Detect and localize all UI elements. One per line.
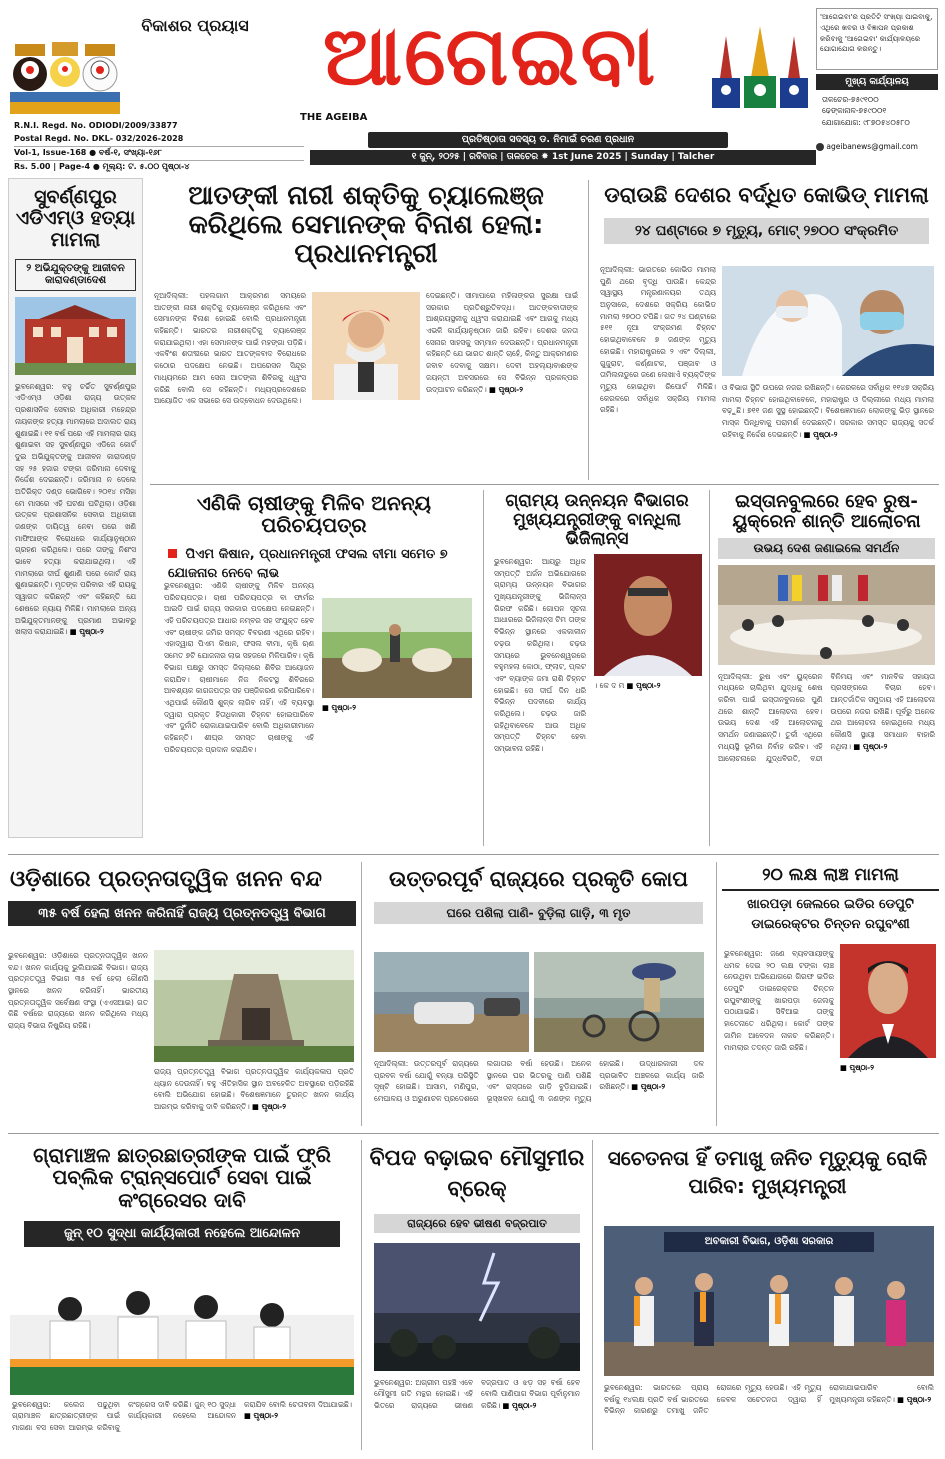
date-bar: ୧ ଜୁନ୍, ୨୦୨୫ | ରବିବାର | ତାଳଚେର ✸ 1st June 2025 | Sunday | Talcher (310, 150, 816, 165)
subheadline: ୨୪ ଘଣ୍ଟାରେ ୭ ମୃତ୍ୟୁ, ମୋଟ୍ ୨୭୦୦ ସଂକ୍ରମିତ (604, 218, 929, 245)
price-line: Rs. 5.00 | Page-4 ● ମୂଲ୍ୟ: ଟ. ୫.୦୦ ପୃଷ୍ଠା-୪ (14, 160, 304, 174)
tagline: ବିକାଶର ପ୍ରୟାସ (141, 16, 249, 35)
page-ref: ■ ପୃଷ୍ଠା-୨ (853, 741, 888, 751)
page-ref: ■ ପୃଷ୍ଠା-୨ (897, 1394, 932, 1404)
divider (361, 1140, 362, 1450)
headline: ଉତ୍ତରପୂର୍ବ ରାଜ୍ୟରେ ପ୍ରକୃତି କୋପ (389, 867, 688, 891)
logo-sub: THE AGEIBA (300, 112, 368, 123)
story-body-left (154, 290, 306, 476)
body-text: ଦେଇଛନ୍ତି। ସୀମାପାରେ ମହିଳାଙ୍କର ସୁରକ୍ଷା ପାଇଁ ସରକାର ପ୍ରତିଶ୍ରୁତିବଦ୍ଧ। ଆତଙ୍କବାଦୀଙ୍କ ଆଶ୍ରୟସ୍ଥଳୀକୁ ଧ୍ୱଂସ କରାଯାଇଛି ଏବଂ ଆଗକୁ ମଧ୍ୟ ଏଭଳି କାର୍ଯ୍ୟାନୁଷ୍ଠାନ ଜାରି ରହିବ। ଦେଶର ଜନତା ସେନାର ସାହସକୁ ସମ୍ମାନ ଦେଉଛନ୍ତି। ପ୍ରଧାନମନ୍ତ୍ରୀ କହିଛନ୍ତି ଯେ ଭାରତ ଶାନ୍ତି ଚାହେଁ, କିନ୍ତୁ ଆକ୍ରମଣର ଜବାବ ଦେବାକୁ ସକ୍ଷମ। ଦେବୀ ଅହଲ୍ୟାବାଈଙ୍କ ଜୟନ୍ତୀ ଅବସରରେ ସେ ବିଭିନ୍ନ ପ୍ରକଳ୍ପର ଉଦ୍‌ଘାଟନ କରିଛନ୍ତି। (426, 291, 578, 394)
subheadline: ୨ ଅଭିଯୁକ୍ତଙ୍କୁ ଆଜୀବନ କାରାଦଣ୍ଡାଦେଶ (15, 259, 136, 291)
body-text: ନୂଆଦିଲ୍ଲୀ: ପହଲଗାମ ଆକ୍ରମଣ ସମୟରେ ଆତଙ୍କୀ ନାରୀ ଶକ୍ତିକୁ ଚ୍ୟାଲେଞ୍ଜ କରିଥିଲେ ଏବଂ ସେମାନଙ୍କ ବିନାଶ ହୋଇଛି ବୋଲି ପ୍ରଧାନମନ୍ତ୍ରୀ କହିଛନ୍ତି। ଭାରତର ନାରୀଶକ୍ତିକୁ ଚ୍ୟାଲେଞ୍ଜ କରାଯାଇଥିଲା। ଏହା ସେମାନଙ୍କ ପାଇଁ ମହଙ୍ଗା ପଡ଼ିଛି। ଏକବିଂଶ ଶତାବ୍ଦୀରେ ଭାରତ ଆତଙ୍କବାଦ ବିରୋଧରେ କଠୋର ପଦକ୍ଷେପ ନେଇଛି। ଅପରେସନ ସିନ୍ଦୂର ମାଧ୍ୟମରେ ଆମ ସେନା ଆତଙ୍କୀ ଶିବିରକୁ ଧ୍ୱଂସ କରିଛି ବୋଲି ସେ କହିଛନ୍ତି। ମଧ୍ୟପ୍ରଦେଶରେ ଆୟୋଜିତ ଏକ ସଭାରେ ସେ ଉଦ୍ବୋଧନ ଦେଉଥିଲେ। (154, 291, 306, 406)
story-body-2 (594, 680, 702, 846)
body-text: ଭୁବନେଶ୍ୱର: ଅଗ୍ରୀମ ପହଞ୍ଚି ଏବେ ମୌସୁମୀ ଗତି ମନ୍ଥର ହୋଇଛି। ଏହି ଭିତରେ ରାଜ୍ୟରେ ଭୀଷଣ ବଜ୍ରପାତ ଓ ଝଡ଼ ସହ ବର୍ଷା ହେବ ବୋଲି ପାଣିପାଗ ବିଭାଗ ପୂର୍ବାନୁମାନ କରିଛି। (374, 1377, 580, 1411)
body-text: ନୂଆଦିଲ୍ଲୀ: ଉତ୍ତରପୂର୍ବ ରାଜ୍ୟରେ ପ୍ରବଳ ବର୍ଷା ଯୋଗୁଁ ବନ୍ୟା ପରିସ୍ଥିତି ସୃଷ୍ଟି ହୋଇଛି। ଆସାମ, ମଣିପୁର, ମେଘାଳୟ ଓ ଅରୁଣାଚଳ ପ୍ରଦେଶରେ ଲଗାତାର ବର୍ଷା ହେଉଛି। ଅନେକ ସ୍ଥାନରେ ଘର ଭିତରକୁ ପାଣି ପଶିଛି ଏବଂ ରାସ୍ତାରେ ଗାଡ଼ି ବୁଡ଼ିଯାଇଛି। ଭୂସ୍ଖଳନ ଯୋଗୁଁ ୩ ଜଣଙ୍କ ମୃତ୍ୟୁ ହୋଇଛି। ଉଦ୍ଧାରକାରୀ ଦଳ ପ୍ରଭାବିତ ଅଞ୍ଚଳରେ କାର୍ଯ୍ୟ ଜାରି ରଖିଛନ୍ତି। (374, 1059, 704, 1104)
story-suvarnapur-murder (8, 178, 143, 838)
story-body (494, 556, 586, 846)
story-body-right (426, 290, 578, 476)
officials-on-stage (604, 1256, 934, 1376)
phone-dhenkanal: ଢେଙ୍କାନାଳ-୭୫୯୦୦୧ (822, 106, 887, 116)
byline: । କେ ଦ ମ (594, 681, 625, 690)
peace-talks-photo (718, 565, 935, 665)
mail-icon (816, 143, 824, 151)
body-text: ଭୁବନେଶ୍ୱର: ବହୁ ଚର୍ଚ୍ଚିତ ସୁବର୍ଣ୍ଣପୁର ଏଡିଏମ୍‌ଓ ଓଡ଼ିଶା ରାଜ୍ୟ ଉତ୍କଳ ପ୍ରଶାସନିକ ସେବାର ଅଧିକାରୀ ମହେନ୍ଦ୍ର ନାୟକଙ୍କ ହତ୍ୟା ମାମଲାରେ ଅଦାଲତ ରାୟ ଶୁଣାଇଛି। ୧୧ ବର୍ଷ ପରେ ଏହି ମାମଲାର ରାୟ ଶୁଣାଇବା ସହ ସୁବର୍ଣ୍ଣପୁର ଏଡିଜେ କୋର୍ଟ ଦୁଇ ଅଭିଯୁକ୍ତଙ୍କୁ ଆଜୀବନ କାରାଦଣ୍ଡ ସହ ୨୫ ହଜାର ଟଙ୍କା ଜରିମାନା ଦେବାକୁ ନିର୍ଦ୍ଦେଶ ଦେଇଛନ୍ତି। ଜରିମାନା ନ ଦେଲେ ଅତିରିକ୍ତ ଦଣ୍ଡ ଭୋଗିବେ। ୨୦୧୪ ମସିହା ମେ ମାସରେ ଏହି ଘଟଣା ଘଟିଥିଲା। ଓଡ଼ିଶା ଉତ୍କଳ ପ୍ରଶାସନିକ ସେବାର ଅଧିକାରୀ ଜଣଙ୍କ ଦାୟିତ୍ୱ ନେବା ପରେ ଖଣି ମାଫିଆଙ୍କ ବିରୋଧରେ କାର୍ଯ୍ୟାନୁଷ୍ଠାନ ଗ୍ରହଣ କରିଥିଲେ। ପରେ ତାଙ୍କୁ ନିଶଂସ ଭାବେ ହତ୍ୟା କରାଯାଇଥିଲା। ଏହି ମାମଲାରେ ଦୀର୍ଘ ଶୁଣାଣି ପରେ କୋର୍ଟ ରାୟ ଶୁଣାଇଛନ୍ତି। ମୃତଙ୍କ ପରିବାର ଏହି ରାୟକୁ ସ୍ୱାଗତ କରିଛନ୍ତି ଏବଂ କହିଛନ୍ତି ଯେ ଶେଷରେ ନ୍ୟାୟ ମିଳିଛି। ମାମଲାରେ ଅନ୍ୟ ଅଭିଯୁକ୍ତମାନଙ୍କୁ ପ୍ରମାଣ ଅଭାବରୁ ଖଲାସ କରାଯାଇଛି। (15, 381, 136, 637)
headline: ଓଡ଼ିଶାରେ ପ୍ରତ୍ନତାତ୍ତ୍ୱିକ ଖନନ ବନ୍ଦ (10, 867, 322, 892)
page-ref: ■ ପୃଷ୍ଠା-୨ (69, 627, 104, 637)
story-tobacco-awareness (596, 1138, 939, 1454)
promo-box (816, 8, 938, 70)
email-line (816, 142, 938, 151)
story-body (366, 1377, 588, 1447)
headline: ଇସ୍ତାନବୁଲରେ ହେବ ରୁଷ-ୟୁକ୍ରେନ ଶାନ୍ତି ଆଲୋଚନା (732, 491, 921, 533)
story-body-2 (322, 702, 472, 846)
bullet-icon (168, 549, 177, 558)
rni-number: R.N.I. Regd. No. ODIODI/2009/33877 (14, 121, 178, 130)
page-ref: ■ ପୃଷ୍ଠା-୨ (626, 681, 661, 690)
chintan-raghuvanshi-photo (840, 944, 936, 1058)
divider (483, 490, 484, 846)
rath-image-right (708, 18, 812, 118)
press-meet-photo (10, 1255, 354, 1395)
subheadline: ଜୁନ୍ ୧୦ ସୁଦ୍ଧା କାର୍ଯ୍ୟକାରୀ ନହେଲେ ଆନ୍ଦୋଳନ (24, 1221, 340, 1247)
divider (709, 490, 710, 846)
body-text: ଭୁବନେଶ୍ୱର: ଜଣେ ବ୍ୟବସାୟୀଙ୍କୁ ଧମକ ଦେଇ ୨୦ ଲକ୍ଷ ଟଙ୍କା ଲାଞ୍ଚ ନେଉଥିବା ଅଭିଯୋଗରେ ଗିରଫ ଇଡିର ଡେପୁଟି ଡାଇରେକ୍ଟର ଚିନ୍ତନ ରଘୁବଂଶୀଙ୍କୁ ଖାରପଡ଼ା ଜେଲକୁ ପଠାଯାଇଛି। ସିବିଆଇ ତାଙ୍କୁ ହାତେନାତେ ଧରିଥିଲା। କୋର୍ଟ ତାଙ୍କ ଜାମିନ ଆବେଦନ ନାକଚ କରିଛନ୍ତି। ମାମଲାର ତଦନ୍ତ ଜାରି ରହିଛି। (724, 949, 834, 1052)
body-text: ଭୁବନେଶ୍ୱର: ଏଣିକି ଚାଷୀଙ୍କୁ ମିଳିବ ଅନନ୍ୟ ପରିଚୟପତ୍ର। ଚାଷୀ ପରିଚୟପତ୍ର ବା ଫାର୍ମର ଆଇଡି ପାଇଁ ରାଜ୍ୟ ସରକାର ପଦକ୍ଷେପ ନେଇଛନ୍ତି। ଏହି ପରିଚୟପତ୍ର ଆଧାର ନମ୍ବର ସହ ସଂଯୁକ୍ତ ହେବ ଏବଂ ଚାଷୀଙ୍କ ଜମିର ସମସ୍ତ ବିବରଣୀ ଏଥିରେ ରହିବ। ଏହାଦ୍ୱାରା ପିଏମ କିଷାନ, ଫସଲ ବୀମା, କୃଷି ଋଣ ସମେତ ୭ଟି ଯୋଜନାର ଲାଭ ସହଜରେ ମିଳିପାରିବ। କୃଷି ବିଭାଗ ପକ୍ଷରୁ ସମସ୍ତ ଜିଲ୍ଲାରେ ଶିବିର ଆୟୋଜନ କରାଯିବ। ଚାଷୀମାନେ ନିଜ ନିକଟସ୍ଥ ଶିବିରରେ ଆବଶ୍ୟକ କାଗଜପତ୍ର ସହ ପଞ୍ଜିକରଣ କରିପାରିବେ। ଏଥିପାଇଁ କୌଣସି ଶୁଳ୍କ ଲାଗିବ ନାହିଁ। ଏହି ବ୍ୟବସ୍ଥା ଦ୍ୱାରା ପ୍ରକୃତ ହିତାଧିକାରୀ ଚିହ୍ନଟ ହୋଇପାରିବେ ଏବଂ ଦୁର୍ନୀତି ରୋକାଯାଇପାରିବ ବୋଲି ଅଧିକାରୀମାନେ କହିଛନ୍ତି। ଶୀଘ୍ର ସମସ୍ତ ଚାଷୀଙ୍କୁ ଏହି ପରିଚୟପତ୍ର ପ୍ରଦାନ କରାଯିବ। (164, 581, 314, 754)
divider (592, 1140, 593, 1450)
ruined-temple-photo (154, 950, 354, 1062)
divider (150, 484, 939, 485)
story-body-left (600, 264, 716, 476)
story-body (374, 1058, 704, 1126)
story-covid-cases (594, 178, 939, 480)
headline: ଗ୍ରାମ୍ୟ ଉନ୍ନୟନ ବିଭାଗର ମୁଖ୍ୟଯନ୍ତ୍ରୀଙ୍କୁ ବାନ୍ଧିଲା ଭିଜିଲାନ୍ସ (505, 491, 689, 550)
pm-speech-photo (312, 292, 420, 400)
page-ref: ■ ପୃଷ୍ଠା-୨ (322, 703, 356, 712)
divider (361, 862, 362, 1126)
headline: ଏଣିକି ଚାଷୀଙ୍କୁ ମିଳିବ ଅନନ୍ୟ ପରିଚୟପତ୍ର (196, 491, 432, 538)
phone-list (822, 94, 938, 128)
reg-info (14, 120, 304, 174)
story-congress-transport (8, 1138, 356, 1454)
headline: ଆତଙ୍କୀ ନାରୀ ଶକ୍ତିକୁ ଚ୍ୟାଲେଞ୍ଜ କରିଥିଲେ ସେମାନଙ୍କ ବିନାଶ ହେଲା: ପ୍ରଧାନମନ୍ତ୍ରୀ (188, 181, 544, 270)
divider (588, 180, 589, 480)
story-pm-nari-shakti (150, 178, 582, 480)
story-body (8, 1399, 356, 1459)
story-archaeology-excavation (8, 860, 356, 1130)
divider (8, 1133, 939, 1134)
story-body (604, 1382, 934, 1450)
subheadline: ଘରେ ପଶିଲା ପାଣି- ବୁଡ଼ିଲା ଗାଡ଼ି, ୩ ମୃତ (374, 902, 703, 924)
story-body (9, 381, 142, 861)
masthead-logo (270, 4, 710, 124)
story-farmer-id (150, 488, 478, 850)
headline: ସୁବର୍ଣ୍ଣପୁର ଏଡିଏମ୍‌ଓ ହତ୍ୟା ମାମଲା (15, 186, 136, 251)
page-ref: ■ ପୃଷ୍ଠା-୨ (489, 384, 523, 394)
covid-test-photo (722, 266, 934, 376)
rickshaw-flood-photo (534, 952, 704, 1052)
body-text: ଓ ବିଭାଗ ସ୍ଥିତି ଉପରେ ନଜର ରଖିଛନ୍ତି। କେରଳରେ ସର୍ବାଧିକ ୧୧୪୭ ସକ୍ରିୟ ମାମଲା ଚିହ୍ନଟ ହୋଇଥିବାବେଳେ, ମହାରାଷ୍ଟ୍ର ଓ ଦିଲ୍ଲୀରେ ମଧ୍ୟ ମାମଲା ବଢ଼ୁଛି। ୭୧୧ ଜଣ ସୁସ୍ଥ ହୋଇଛନ୍ତି। ବିଶେଷଜ୍ଞମାନେ ଲୋକଙ୍କୁ ଭିଡ଼ ସ୍ଥାନରେ ମାସ୍କ ପିନ୍ଧିବାକୁ ପରାମର୍ଶ ଦେଇଛନ୍ତି। ସରକାର ସମସ୍ତ ରାଜ୍ୟକୁ ସତର୍କ ରହିବାକୁ ନିର୍ଦ୍ଦେଶ ଦେଇଛନ୍ତି। (722, 383, 934, 439)
postal-number: Postal Regd. No. DKL- 032/2026-2028 (14, 133, 184, 143)
lightning-sky-photo (374, 1243, 580, 1371)
court-building-photo (15, 297, 136, 375)
page-ref: ■ ପୃଷ୍ଠା-୨ (502, 1401, 537, 1411)
headline: ୨୦ ଲକ୍ଷ ଲାଞ୍ଚ ମାମଲା (762, 865, 899, 885)
story-russia-ukraine-talks (714, 488, 939, 850)
story-body-2 (840, 1062, 936, 1126)
body-text: ଭୁବନେଶ୍ୱର: ଓଡ଼ିଶାରେ ପ୍ରତ୍ନତାତ୍ତ୍ୱିକ ଖନନ ବନ୍ଦ। ଖନନ କାର୍ଯ୍ୟକୁ ଭୁଲିଯାଇଛି ବିଭାଗ। ରାଜ୍ୟ ପ୍ରତ୍ନତତ୍ତ୍ୱ ବିଭାଗ ୩୫ ବର୍ଷ ହେଲା କୌଣସି ସ୍ଥାନରେ ଖନନ କରିନାହିଁ। ଭାରତୀୟ ପ୍ରତ୍ନତାତ୍ତ୍ୱିକ ସର୍ବେକ୍ଷଣ ସଂସ୍ଥା (ଏଏସଆଇ) ଗତ କିଛି ବର୍ଷରେ ରାଜ୍ୟରେ ଖନନ କରିଥିଲେ ମଧ୍ୟ ରାଜ୍ୟ ବିଭାଗ ନିଷ୍କ୍ରିୟ ରହିଛି। (8, 951, 148, 1031)
story-body-right (722, 382, 934, 476)
farmer-ploughing-photo (322, 598, 472, 698)
page-ref: ■ ପୃଷ୍ଠା-୨ (803, 429, 838, 439)
story-body-right (154, 1066, 354, 1126)
story-body (714, 671, 939, 839)
headline: ଡରାଉଛି ଦେଶର ବର୍ଦ୍ଧିତ କୋଭିଡ୍ ମାମଲା (604, 183, 929, 207)
phone-talcher: ତାଳଚେର-୭୫୯୧୦୦ (822, 95, 879, 104)
phone-contact: ଯୋଗାଯୋଗ: ୯୮୭୦୫୪୦୫୮୦ (822, 117, 910, 127)
story-northeast-floods (366, 860, 711, 1130)
story-monsoon-break (366, 1138, 588, 1454)
logo-text: ଆଗେଇବା (322, 9, 658, 104)
story-body (164, 580, 314, 846)
headline: ଗ୍ରାମାଞ୍ଚଳ ଛାତ୍ରଛାତ୍ରୀଙ୍କ ପାଇଁ ଫ୍ରି ପବ୍ଲିକ ଟ୍ରାନ୍ସପୋର୍ଟ ସେବା ପାଇଁ କଂଗ୍ରେସର ଦାବି (33, 1143, 331, 1212)
headline: ବିପଦ ବଢ଼ାଇବ ମୌସୁମୀର ବ୍ରେକ୍ (369, 1146, 585, 1202)
subheadline: ରାଜ୍ୟରେ ହେବ ଭୀଷଣ ବଜ୍ରପାତ (374, 1214, 580, 1233)
body-text: ଭୁବନେଶ୍ୱର: ଆୟରୁ ଅଧିକ ସମ୍ପତ୍ତି ଅର୍ଜନ ଅଭିଯୋଗରେ ଗ୍ରାମ୍ୟ ଉନ୍ନୟନ ବିଭାଗର ମୁଖ୍ୟଯନ୍ତ୍ରୀଙ୍କୁ ଭିଜିଲାନ୍ସ ଗିରଫ କରିଛି। ଗୋପନ ସୂଚନା ଆଧାରରେ ଭିଜିଲାନ୍ସ ଟିମ ତାଙ୍କ ବିଭିନ୍ନ ସ୍ଥାନରେ ଏକକାଳୀନ ଚଢ଼ଉ କରିଥିଲା। ଚଢ଼ଉ ସମୟରେ ଭୁବନେଶ୍ୱରରେ ବହୁମହଲା କୋଠା, ଫ୍ଲାଟ, ପ୍ଲଟ ଏବଂ ବ୍ୟାଙ୍କ ଜମା ରାଶି ଚିହ୍ନଟ ହୋଇଛି। ସେ ଦୀର୍ଘ ଦିନ ଧରି ବିଭିନ୍ନ ପଦବୀରେ କାର୍ଯ୍ୟ କରିଥିଲେ। ଚଢ଼ଉ ଜାରି ରହିଥିବାବେଳେ ଆଉ ଅଧିକ ସମ୍ପତ୍ତି ଚିହ୍ନଟ ହେବା ସମ୍ଭାବନା ରହିଛି। (494, 557, 586, 753)
page-ref: ■ ପୃଷ୍ଠା-୨ (840, 1063, 874, 1072)
divider (716, 862, 717, 1126)
page-ref: ■ ପୃଷ୍ଠା-୨ (244, 1411, 278, 1421)
page-ref: ■ ପୃଷ୍ଠା-୨ (252, 1102, 286, 1112)
engineer-portrait-photo (594, 554, 702, 676)
story-ed-bribe-case (722, 860, 939, 1130)
body-text: ନୂଆଦିଲ୍ଲୀ: ଭାରତରେ କୋଭିଡ ମାମଲା ପୁଣି ଥରେ ବୃଦ୍ଧି ପାଉଛି। କେନ୍ଦ୍ର ସ୍ୱାସ୍ଥ୍ୟ ମନ୍ତ୍ରଣାଳୟର ତଥ୍ୟ ଅନୁସାରେ, ଦେଶରେ ସକ୍ରିୟ କୋଭିଡ ମାମଲା ୨୭୦୦ ଟପିଛି। ଗତ ୨୪ ଘଣ୍ଟାରେ ୫୧୧ ନୂଆ ସଂକ୍ରମଣ ଚିହ୍ନଟ ହୋଇଥିବାବେଳେ ୭ ଜଣଙ୍କ ମୃତ୍ୟୁ ହୋଇଛି। ମହାରାଷ୍ଟ୍ରରେ ୨ ଏବଂ ଦିଲ୍ଲୀ, ଗୁଜୁରାଟ, କର୍ଣ୍ଣାଟକ, ପଞ୍ଜାବ ଓ ତାମିଲନାଡୁରେ ଜଣେ ଲେଖାଏଁ ବ୍ୟକ୍ତିଙ୍କ ମୃତ୍ୟୁ ହୋଇଥିବା ରିପୋର୍ଟ ମିଳିଛି। କେରଳରେ ସର୍ବାଧିକ ସକ୍ରିୟ ମାମଲା ରହିଛି। (600, 265, 716, 415)
masthead (0, 0, 945, 171)
email-text: ageibanews@gmail.com (826, 142, 918, 151)
event-photo (604, 1226, 934, 1376)
story-body (724, 948, 834, 1126)
photo-banner: ଅବକାରୀ ବିଭାଗ, ଓଡ଼ିଶା ସରକାର (664, 1232, 874, 1252)
flooded-street-photo (374, 952, 529, 1052)
founder-line: ପ୍ରତିଷ୍ଠାତା ସଦସ୍ୟ ଡ. ନିମାଇଁ ଚରଣ ପ୍ରଧାନ (368, 132, 728, 148)
promo-text: 'ଆଗେଇବା'ର ପ୍ରତିଟି ସଂଖ୍ୟା ପାଇବାକୁ, ଏଥିରେ ଖବର ଓ ବିଜ୍ଞାପନ ପ୍ରକାଶ କରିବାକୁ 'ଆଗେଇବା' କାର୍ଯ୍ୟାଳୟରେ ଯୋଗାଯୋଗ କରନ୍ତୁ। (820, 12, 933, 54)
body-text: ଭୁବନେଶ୍ୱର: କଲେଜ ପଢୁଥିବା ଗ୍ରାମାଞ୍ଚଳ ଛାତ୍ରଛାତ୍ରୀଙ୍କ ପାଇଁ ମାଗଣା ବସ ସେବା ଆରମ୍ଭ କରିବାକୁ କଂଗ୍ରେସ ଦାବି କରିଛି। ଜୁନ୍ ୧୦ ସୁଦ୍ଧା କାର୍ଯ୍ୟକାରୀ ନହେଲେ ଆନ୍ଦୋଳନ କରାଯିବ ବୋଲି ଚେତାବନୀ ଦିଆଯାଇଛି। (12, 1399, 352, 1433)
subheadline: ଉଭୟ ଦେଶ ଜଣାଇଲେ ସମର୍ଥନ (718, 538, 935, 558)
subheadline: ୩୫ ବର୍ଷ ହେଲା ଖନନ କରିନାହିଁ ରାଜ୍ୟ ପ୍ରତ୍ନତତ୍ତ୍ୱ ବିଭାଗ (8, 901, 356, 927)
page-ref: ■ ପୃଷ୍ଠା-୨ (631, 1082, 666, 1092)
body-text: ଭୁବନେଶ୍ୱର: ଭାରତରେ ପ୍ରାୟ ବର୍ଷକୁ ୧୪ଲକ୍ଷ ପ୍ରତି ବର୍ଷ ଭାରତରେ ବିଭିନ୍ନ କାରଣରୁ ତମାଖୁ ଜନିତ ରୋଗରେ ମୃତ୍ୟୁ ହେଉଛି। ଏହି ମୃତ୍ୟୁ କେବଳ ସଚେତନତା ଦ୍ୱାରା ହିଁ ରୋକାଯାଇପାରିବ ବୋଲି ମୁଖ୍ୟମନ୍ତ୍ରୀ କହିଛନ୍ତି। (604, 1383, 934, 1416)
issue-line: Vol-1, Issue-168 ● ବର୍ଷ-୧, ସଂଖ୍ୟା-୧୬୮ (14, 146, 304, 160)
subheadline: ଖାରପଡ଼ା ଜେଲରେ ଇଡିର ଡେପୁଟି ଡାଇରେକ୍ଟର ଚିନ୍ତନ ରଘୁବଂଶୀ (722, 889, 939, 938)
jagannath-trinity-image-left (10, 22, 120, 114)
subheadline-text: ପିଏମ କିଷାନ, ପ୍ରଧାନମନ୍ତ୍ରୀ ଫସଲ ବୀମା ସମେତ ୭ ଯୋଜନାର ନେବେ ଲାଭ (168, 546, 448, 582)
headline: ସଚେତନତା ହିଁ ତମାଖୁ ଜନିତ ମୃତ୍ୟୁକୁ ରୋକି ପାରିବ: ମୁଖ୍ୟମନ୍ତ୍ରୀ (607, 1146, 928, 1198)
body-text: ନୂଆଦିଲ୍ଲୀ: ରୁଷ ଏବଂ ୟୁକ୍ରେନ ମଧ୍ୟରେ ଚାଲିଥିବା ଯୁଦ୍ଧକୁ ଶେଷ କରିବା ପାଇଁ ଇସ୍ତାନବୁଲରେ ପୁଣି ଥରେ ଶାନ୍ତି ଆଲୋଚନା ହେବ। ଉଭୟ ଦେଶ ଏହି ଆଲୋଚନାକୁ ସମର୍ଥନ ଜଣାଇଛନ୍ତି। ତୁର୍କୀ ଏଥିରେ ମଧ୍ୟସ୍ଥି ଭୂମିକା ନିର୍ବାହ କରିବ। ଏହି ଆଲୋଚନାରେ ଯୁଦ୍ଧବିରତି, ବନ୍ଦୀ ବିନିମୟ ଏବଂ ମାନବିକ ସହାୟତା ପ୍ରସଙ୍ଗରେ ବିଚାର ହେବ। ଆନ୍ତର୍ଜାତିକ ସମୁଦାୟ ଏହି ଆଲୋଚନା ଉପରେ ନଜର ରଖିଛି। ପୂର୍ବରୁ ଅନେକ ଥର ଆଲୋଚନା ହୋଇଥିଲେ ମଧ୍ୟ କୌଣସି ସ୍ଥାୟୀ ସମାଧାନ ବାହାରି ନଥିଲା। (718, 671, 935, 763)
divider (8, 854, 939, 855)
story-vigilance-arrest (488, 488, 706, 850)
body-text: ରାଜ୍ୟ ପ୍ରତ୍ନତତ୍ତ୍ୱ ବିଭାଗ ପ୍ରତ୍ନତାତ୍ତ୍ୱିକ କାର୍ଯ୍ୟକଳାପ ପ୍ରତି ଧ୍ୟାନ ଦେଉନାହିଁ। ବହୁ ଐତିହାସିକ ସ୍ଥାନ ଅବହେଳିତ ଅବସ୍ଥାରେ ପଡ଼ିରହିଛି ବୋଲି ଅଭିଯୋଗ ହୋଇଛି। ବିଶେଷଜ୍ଞମାନେ ତୁରନ୍ତ ଖନନ କାର୍ଯ୍ୟ ଆରମ୍ଭ କରିବାକୁ ଦାବି କରିଛନ୍ତି। (154, 1067, 354, 1112)
story-body-left (8, 950, 148, 1126)
office-label: ମୁଖ୍ୟ କାର୍ଯ୍ୟାଳୟ (816, 74, 938, 90)
